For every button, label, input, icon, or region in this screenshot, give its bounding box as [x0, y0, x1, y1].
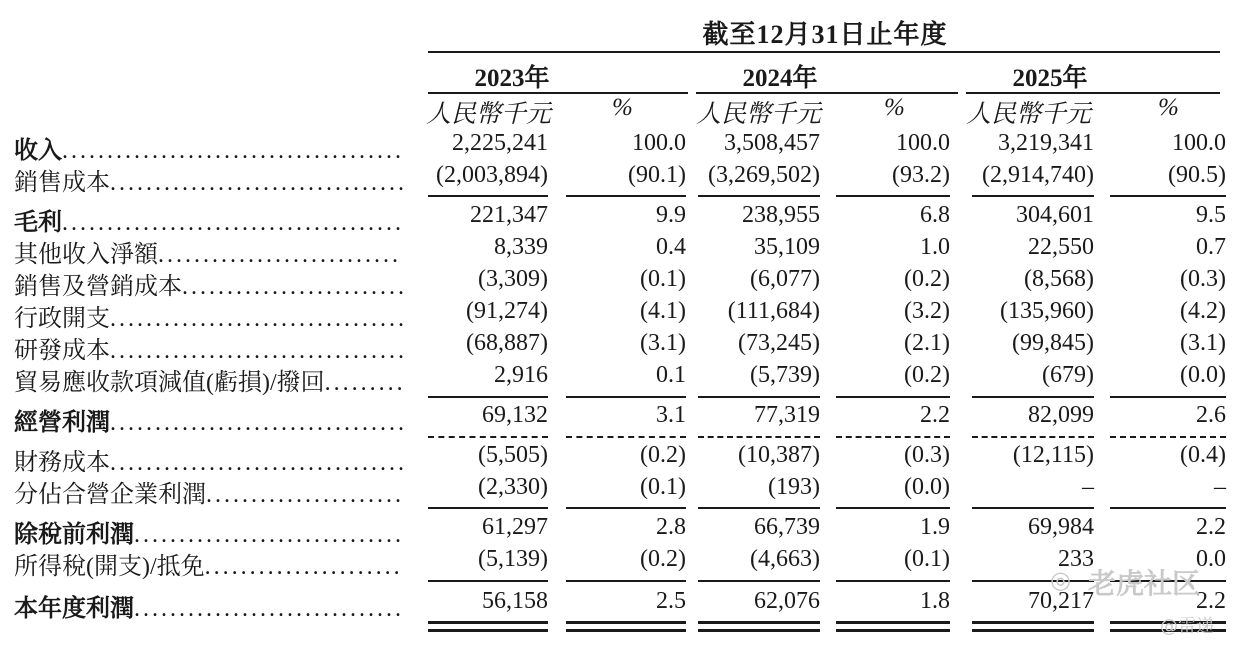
subtotal-rule-pretax-5	[972, 507, 1094, 509]
cell-amount: 233	[1058, 546, 1094, 572]
cell-percent: (0.1)	[640, 266, 686, 292]
subtotal-rule-profit-2	[566, 580, 686, 582]
double-rule-b-4	[836, 629, 950, 632]
row-label: 銷售及營銷成本.........................	[14, 274, 407, 300]
cell-percent: 2.2	[920, 402, 950, 428]
cell-percent: (0.1)	[904, 546, 950, 572]
row-label: 經營利潤.................................	[14, 410, 407, 436]
cell-amount: 3,219,341	[998, 130, 1094, 156]
cell-percent: 3.1	[656, 402, 686, 428]
cell-amount: (91,274)	[466, 298, 548, 324]
cell-amount: 56,158	[482, 588, 548, 614]
cell-amount: (3,309)	[478, 266, 548, 292]
double-rule-b-3	[698, 629, 820, 632]
cell-percent: (4.2)	[1180, 298, 1226, 324]
cell-percent: 2.2	[1196, 514, 1226, 540]
subtotal-rule-pretax-2	[566, 507, 686, 509]
double-rule-a-3	[698, 621, 820, 624]
unit-pct-2: %	[884, 94, 905, 121]
cell-amount: 35,109	[754, 234, 820, 260]
subtotal-rule-gross-1	[428, 195, 548, 197]
cell-amount: (10,387)	[738, 442, 820, 468]
cell-percent: (0.0)	[1180, 362, 1226, 388]
row-label: 貿易應收款項減值(虧損)/撥回.........	[14, 370, 406, 396]
cell-percent: 1.0	[920, 234, 950, 260]
cell-percent: (0.1)	[640, 474, 686, 500]
dashed-rule-1	[428, 436, 548, 438]
cell-amount: 8,339	[494, 234, 548, 260]
cell-amount: 2,225,241	[452, 130, 548, 156]
cell-percent: 2.6	[1196, 402, 1226, 428]
cell-amount: (12,115)	[1012, 442, 1094, 468]
double-rule-a-5	[972, 621, 1094, 624]
cell-amount: 66,739	[754, 514, 820, 540]
row-label: 財務成本.................................	[14, 450, 407, 476]
cell-amount: 2,916	[494, 362, 548, 388]
subtotal-rule-pretax-3	[698, 507, 820, 509]
unit-pct-3: %	[1158, 94, 1179, 121]
cell-percent: 0.7	[1196, 234, 1226, 260]
cell-amount: (135,960)	[1000, 298, 1094, 324]
row-label: 除稅前利潤..............................	[14, 522, 404, 548]
cell-amount: 22,550	[1028, 234, 1094, 260]
cell-amount: (2,914,740)	[982, 162, 1094, 188]
row-label: 所得稅(開支)/抵免......................	[14, 554, 403, 580]
cell-amount: (3,269,502)	[708, 162, 820, 188]
subtotal-rule-profit-4	[836, 580, 950, 582]
cell-percent: (0.2)	[640, 442, 686, 468]
subtotal-rule-profit-1	[428, 580, 548, 582]
row-label: 其他收入淨額...........................	[14, 242, 401, 268]
double-rule-b-2	[566, 629, 686, 632]
cell-amount: 77,319	[754, 402, 820, 428]
cell-amount: (5,505)	[478, 442, 548, 468]
cell-percent: 100.0	[1172, 130, 1226, 156]
cell-amount: (193)	[768, 474, 820, 500]
subtotal-rule-gross-5	[972, 195, 1094, 197]
row-label: 收入......................................	[14, 138, 404, 164]
cell-amount: (68,887)	[466, 330, 548, 356]
cell-amount: (73,245)	[738, 330, 820, 356]
subtotal-rule-operating-3	[698, 396, 820, 398]
cell-amount: (8,568)	[1024, 266, 1094, 292]
cell-amount: 3,508,457	[724, 130, 820, 156]
header-rule	[428, 51, 1220, 53]
row-label: 行政開支.................................	[14, 306, 407, 332]
subtotal-rule-operating-2	[566, 396, 686, 398]
cell-percent: 2.8	[656, 514, 686, 540]
watermark-handle: @雷递	[1160, 616, 1214, 637]
row-label: 本年度利潤..............................	[14, 596, 404, 622]
cell-percent: (90.5)	[1168, 162, 1226, 188]
subtotal-rule-gross-6	[1110, 195, 1226, 197]
dashed-rule-3	[698, 436, 820, 438]
cell-percent: 0.0	[1196, 546, 1226, 572]
subtotal-rule-gross-4	[836, 195, 950, 197]
cell-amount: (5,139)	[478, 546, 548, 572]
cell-percent: (3.2)	[904, 298, 950, 324]
cell-percent: (4.1)	[640, 298, 686, 324]
dashed-rule-6	[1110, 436, 1226, 438]
unit-pct-1: %	[612, 94, 633, 121]
cell-amount: 221,347	[470, 202, 548, 228]
subtotal-rule-gross-2	[566, 195, 686, 197]
dashed-rule-5	[972, 436, 1094, 438]
cell-percent: 2.5	[656, 588, 686, 614]
cell-percent: 100.0	[896, 130, 950, 156]
year-header-1: 2023年	[474, 65, 550, 92]
unit-rmb-3: 人民幣千元	[966, 101, 1092, 128]
cell-amount: 82,099	[1028, 402, 1094, 428]
double-rule-b-5	[972, 629, 1094, 632]
cell-percent: 9.5	[1196, 202, 1226, 228]
statement-header-title: 截至12月31日止年度	[702, 20, 948, 49]
cell-percent: (93.2)	[892, 162, 950, 188]
cell-percent: (3.1)	[640, 330, 686, 356]
subtotal-rule-operating-6	[1110, 396, 1226, 398]
cell-percent: (0.2)	[904, 266, 950, 292]
year-header-2: 2024年	[742, 65, 818, 92]
double-rule-b-1	[428, 629, 548, 632]
cell-percent: (0.0)	[904, 474, 950, 500]
cell-amount: (5,739)	[750, 362, 820, 388]
unit-rmb-1: 人民幣千元	[426, 101, 552, 128]
double-rule-a-2	[566, 621, 686, 624]
row-label: 研發成本.................................	[14, 338, 407, 364]
cell-amount: (6,077)	[750, 266, 820, 292]
subtotal-rule-pretax-1	[428, 507, 548, 509]
watermark-logo-icon: ◎	[1050, 566, 1071, 594]
subtotal-rule-profit-3	[698, 580, 820, 582]
subtotal-rule-pretax-6	[1110, 507, 1226, 509]
cell-amount: 62,076	[754, 588, 820, 614]
cell-amount: (2,003,894)	[436, 162, 548, 188]
cell-percent: (3.1)	[1180, 330, 1226, 356]
cell-amount: 70,217	[1028, 588, 1094, 614]
cell-percent: (0.3)	[904, 442, 950, 468]
double-rule-a-1	[428, 621, 548, 624]
subtotal-rule-operating-1	[428, 396, 548, 398]
row-label: 毛利......................................	[14, 210, 404, 236]
cell-percent: 0.4	[656, 234, 686, 260]
cell-amount: (679)	[1042, 362, 1094, 388]
subtotal-rule-operating-4	[836, 396, 950, 398]
subtotal-rule-gross-3	[698, 195, 820, 197]
cell-percent: 6.8	[920, 202, 950, 228]
unit-rmb-2: 人民幣千元	[696, 101, 822, 128]
cell-percent: (0.2)	[640, 546, 686, 572]
cell-percent: 100.0	[632, 130, 686, 156]
cell-percent: –	[1214, 474, 1226, 500]
cell-amount: (99,845)	[1012, 330, 1094, 356]
dashed-rule-2	[566, 436, 686, 438]
cell-amount: (111,684)	[727, 298, 820, 324]
subtotal-rule-operating-5	[972, 396, 1094, 398]
cell-percent: 1.8	[920, 588, 950, 614]
cell-percent: 0.1	[656, 362, 686, 388]
cell-amount: 238,955	[742, 202, 820, 228]
cell-percent: (90.1)	[628, 162, 686, 188]
watermark-text: 老虎社区	[1088, 567, 1201, 600]
cell-amount: (2,330)	[478, 474, 548, 500]
cell-percent: (0.2)	[904, 362, 950, 388]
cell-percent: 2.2	[1196, 588, 1226, 614]
cell-amount: 69,984	[1028, 514, 1094, 540]
double-rule-a-4	[836, 621, 950, 624]
cell-amount: –	[1082, 474, 1094, 500]
row-label: 銷售成本.................................	[14, 170, 407, 196]
cell-amount: (4,663)	[750, 546, 820, 572]
cell-percent: (2.1)	[904, 330, 950, 356]
cell-amount: 69,132	[482, 402, 548, 428]
subtotal-rule-profit-5	[972, 580, 1094, 582]
cell-percent: (0.4)	[1180, 442, 1226, 468]
cell-percent: 9.9	[656, 202, 686, 228]
cell-amount: 304,601	[1016, 202, 1094, 228]
year-header-3: 2025年	[1012, 65, 1088, 92]
subtotal-rule-pretax-4	[836, 507, 950, 509]
cell-percent: 1.9	[920, 514, 950, 540]
cell-amount: 61,297	[482, 514, 548, 540]
cell-percent: (0.3)	[1180, 266, 1226, 292]
row-label: 分佔合營企業利潤......................	[14, 482, 404, 508]
dashed-rule-4	[836, 436, 950, 438]
